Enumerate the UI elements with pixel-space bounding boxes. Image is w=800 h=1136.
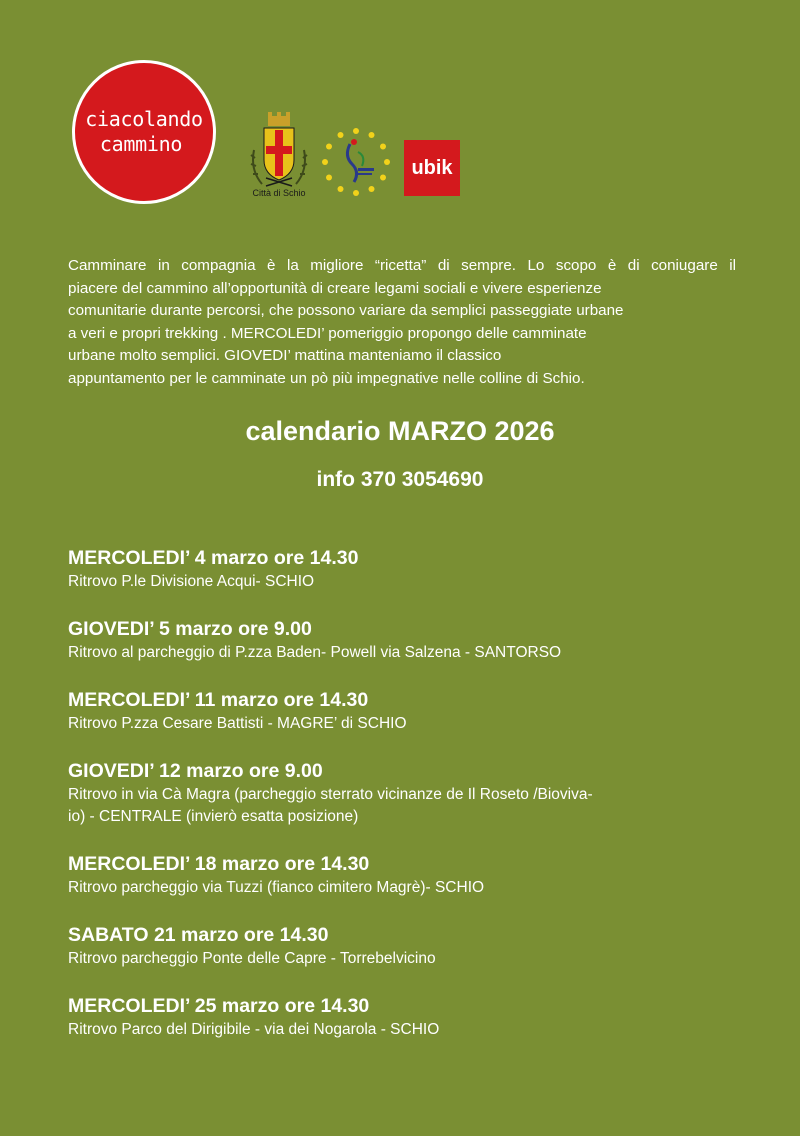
event-title: MERCOLEDI’ 25 marzo ore 14.30 — [68, 995, 370, 1017]
ubik-logo: ubik — [404, 140, 460, 196]
event-item — [68, 616, 748, 664]
event-place: Ritrovo P.le Divisione Acqui- SCHIO — [68, 573, 315, 590]
event-title: GIOVEDI’ 5 marzo ore 9.00 — [68, 618, 312, 640]
event-place: Ritrovo parcheggio via Tuzzi (fianco cimitero Magrè)- SCHIO — [68, 879, 485, 896]
event-item — [68, 922, 748, 970]
event-place: Ritrovo al parcheggio di P.zza Baden- Powell via Salzena - SANTORSO — [68, 644, 562, 661]
event-item — [68, 687, 748, 735]
european-city-of-sport-icon — [320, 126, 392, 198]
intro-line: a veri e propri trekking . MERCOLEDI’ pomeriggio propongo delle camminate — [68, 324, 587, 342]
intro-line: piacere del cammino all’opportunità di creare legami sociali e vivere esperienze — [68, 279, 602, 297]
intro-line: urbane molto semplici. GIOVEDI’ mattina manteniamo il classico — [68, 347, 502, 364]
event-title: GIOVEDI’ 12 marzo ore 9.00 — [68, 760, 323, 782]
event-item — [68, 545, 748, 593]
event-item — [68, 758, 748, 828]
intro-line: comunitarie durante percorsi, che possono variare da semplici passeggiate urbane — [68, 302, 624, 319]
logo-line-2: cammino — [99, 132, 183, 156]
intro-line: appuntamento per le camminate un pò più impegnative nelle colline di Schio. — [68, 369, 585, 387]
event-place: io) - CENTRALE (invierò esatta posizione) — [68, 808, 359, 825]
events-list — [68, 545, 748, 1041]
event-item — [68, 851, 748, 899]
info-phone: info 370 3054690 — [316, 468, 484, 491]
event-title: MERCOLEDI’ 11 marzo ore 14.30 — [68, 689, 369, 711]
event-title: SABATO 21 marzo ore 14.30 — [68, 924, 329, 946]
event-place: Ritrovo Parco del Dirigibile - via dei Nogarola - SCHIO — [68, 1021, 440, 1038]
event-title: MERCOLEDI’ 4 marzo ore 14.30 — [68, 547, 359, 569]
event-place: Ritrovo P.zza Cesare Battisti - MAGRE’ di SCHIO — [68, 715, 407, 732]
intro-paragraph — [68, 255, 736, 390]
crest-label: Città di Schio — [252, 188, 306, 198]
event-title: MERCOLEDI’ 18 marzo ore 14.30 — [68, 853, 370, 875]
event-place: Ritrovo in via Cà Magra (parcheggio sterrato vicinanze de Il Roseto /Bioviva- — [68, 786, 593, 803]
event-item — [68, 993, 748, 1041]
ciacolando-cammino-logo — [72, 60, 216, 204]
event-place: Ritrovo parcheggio Ponte delle Capre - Torrebelvicino — [68, 950, 436, 967]
logo-line-1: ciacolando — [85, 107, 203, 131]
calendar-title: calendario MARZO 2026 — [245, 416, 555, 446]
intro-line: Camminare in compagnia è la migliore “ricetta” di sempre. Lo scopo è di coniugare il — [68, 257, 736, 274]
